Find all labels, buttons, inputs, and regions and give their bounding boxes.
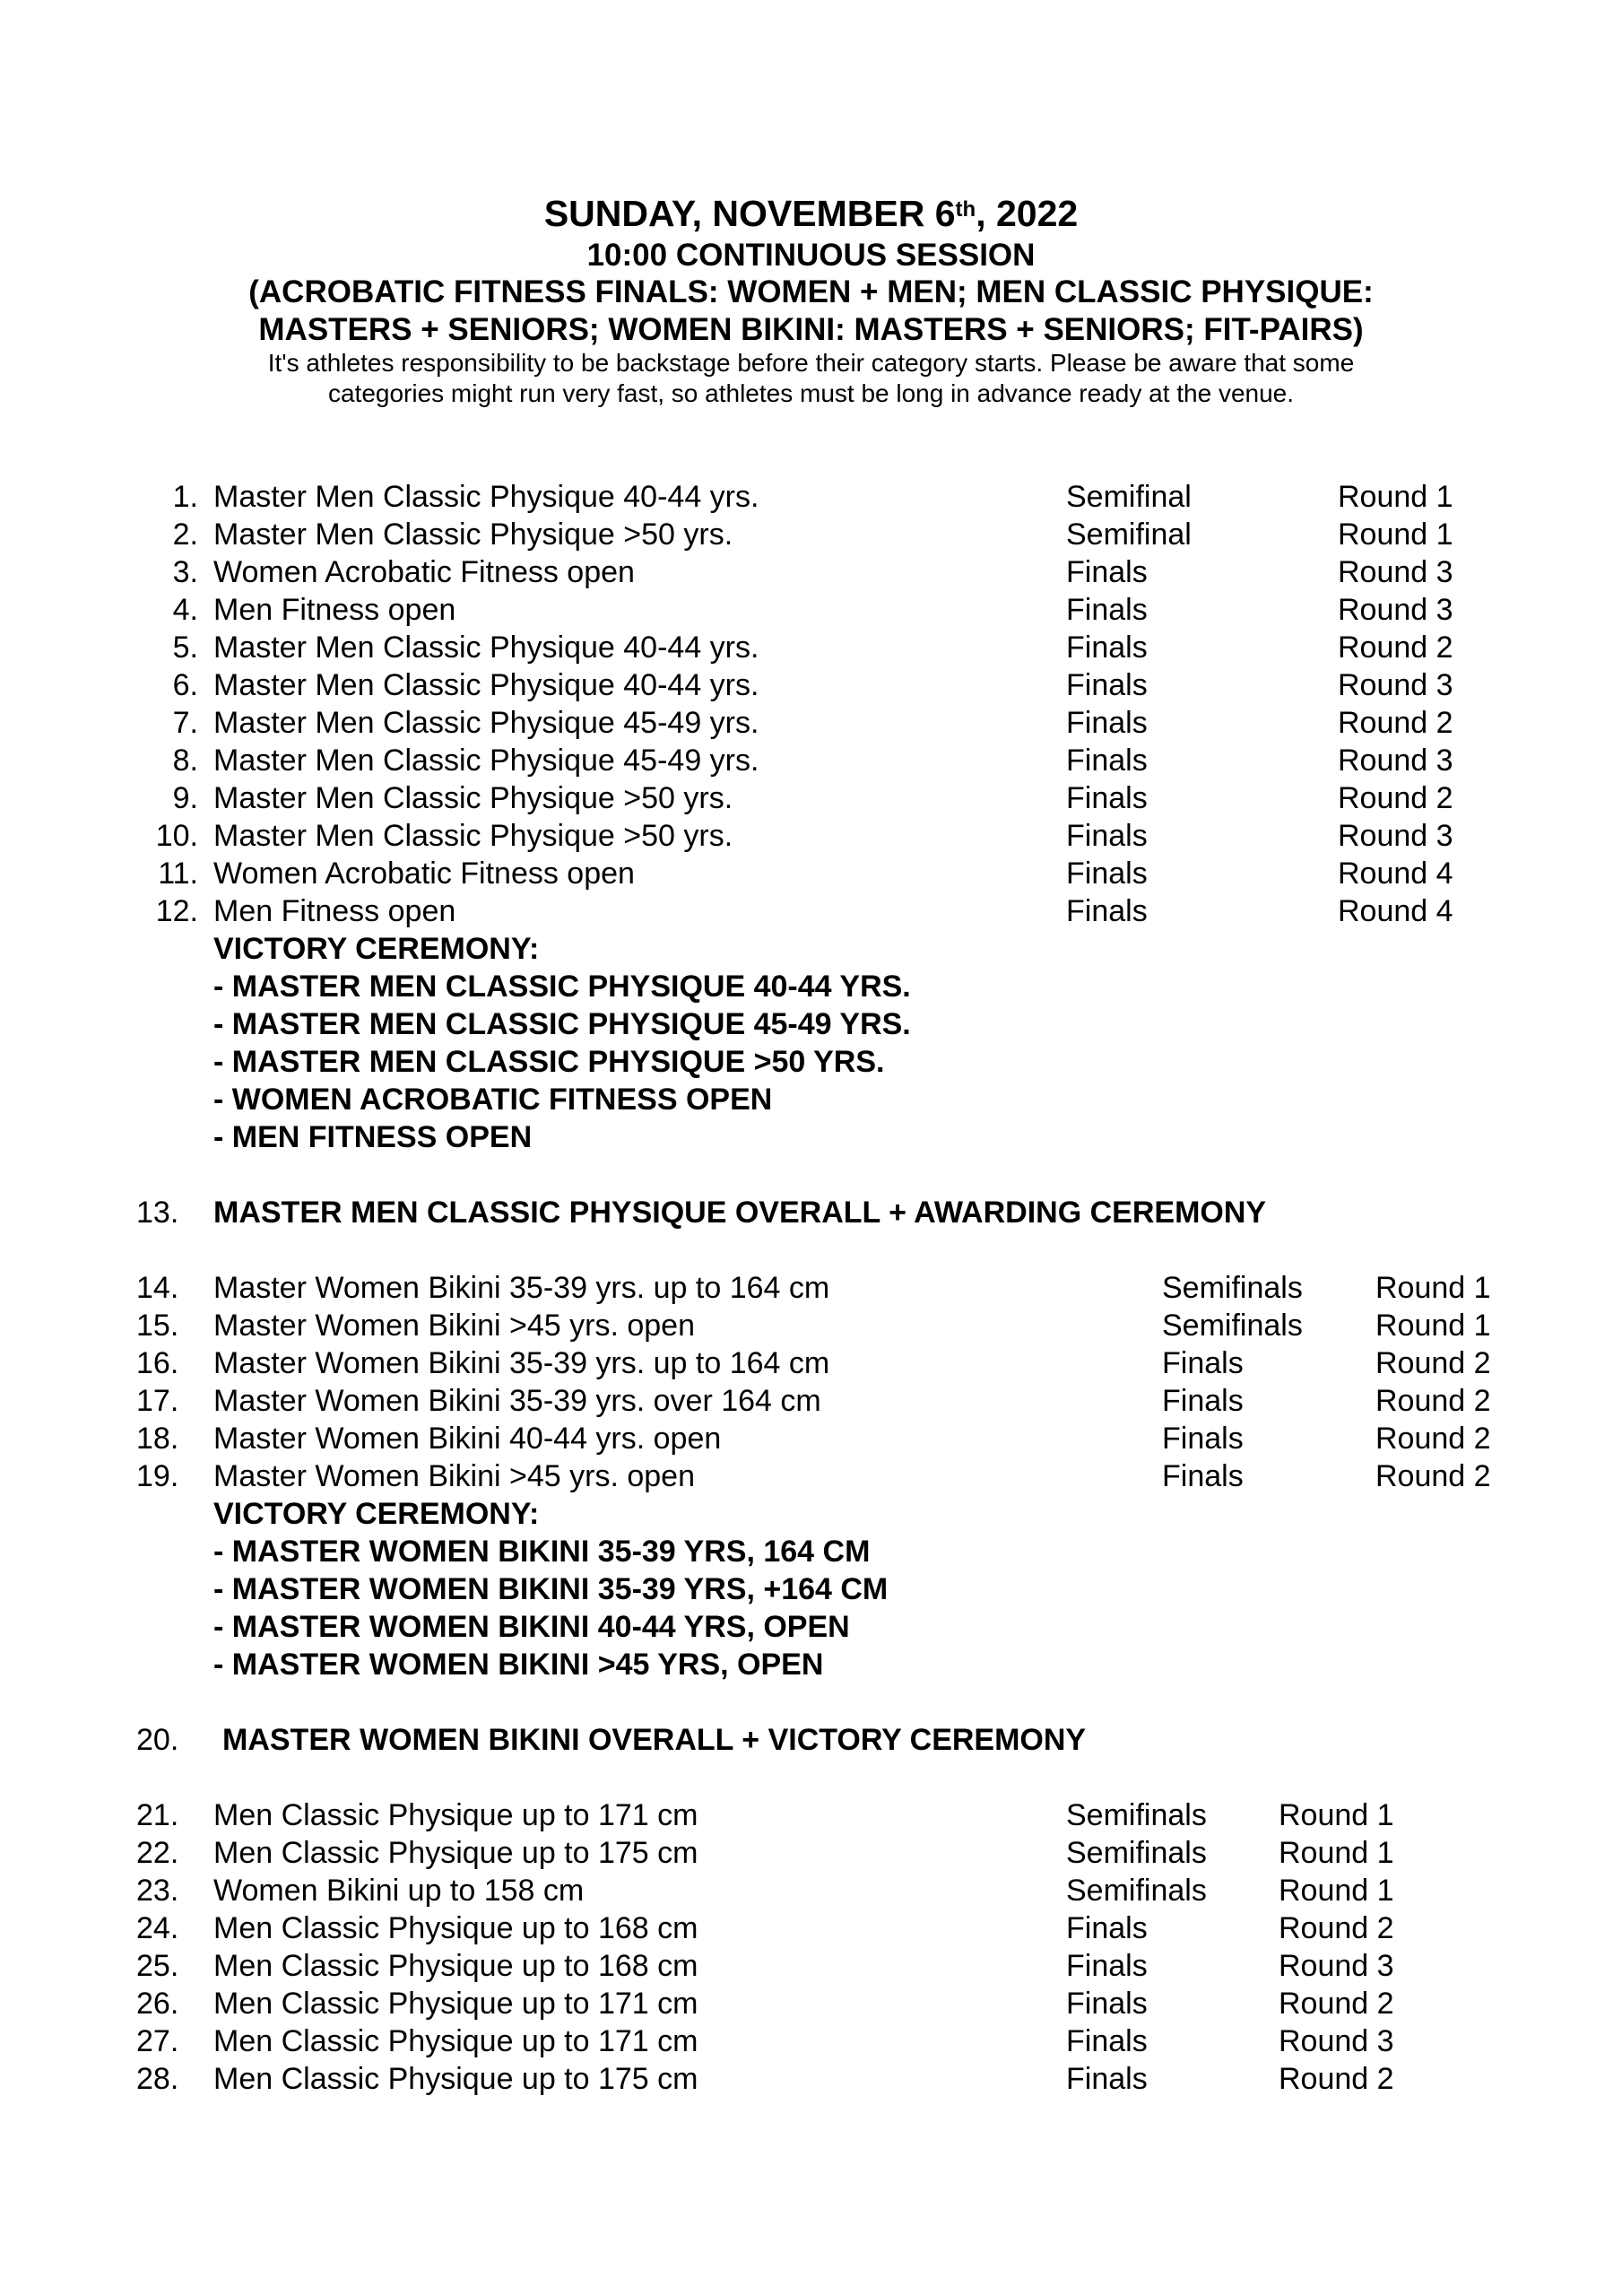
round-label: Round 3	[1338, 819, 1453, 853]
schedule-row	[0, 516, 1622, 553]
victory-ceremony-item: - MASTER MEN CLASSIC PHYSIQUE 45-49 YRS.	[213, 1007, 911, 1041]
category-title: Master Men Classic Physique 45-49 yrs.	[213, 744, 759, 778]
victory-ceremony-item: - WOMEN ACROBATIC FITNESS OPEN	[213, 1083, 773, 1117]
category-title: Master Men Classic Physique 40-44 yrs.	[213, 668, 759, 702]
stage-label: Finals	[1066, 668, 1148, 702]
schedule-row	[0, 1269, 1622, 1307]
category-title: Master Women Bikini 40-44 yrs. open	[213, 1422, 722, 1456]
stage-label: Semifinal	[1066, 517, 1192, 552]
row-number: 10.	[155, 819, 198, 853]
stage-label: Finals	[1162, 1346, 1244, 1380]
row-number: 4.	[172, 593, 198, 627]
row-number: 12.	[155, 894, 198, 928]
category-title: Master Men Classic Physique 40-44 yrs.	[213, 631, 759, 665]
category-title: Master Men Classic Physique 45-49 yrs.	[213, 706, 759, 740]
round-label: Round 2	[1279, 2062, 1394, 2096]
row-number: 2.	[172, 517, 198, 552]
category-title: Men Fitness open	[213, 894, 456, 928]
category-title: Women Bikini up to 158 cm	[213, 1874, 585, 1908]
schedule-row	[0, 1457, 1622, 1495]
round-label: Round 3	[1338, 593, 1453, 627]
category-title: Men Classic Physique up to 171 cm	[213, 2024, 698, 2058]
category-title: Master Women Bikini 35-39 yrs. over 164 cm	[213, 1384, 821, 1418]
notice-line: categories might run very fast, so athletes must be long in advance ready at the venue.	[327, 379, 1295, 407]
victory-ceremony-item: - MASTER WOMEN BIKINI >45 YRS, OPEN	[213, 1648, 824, 1682]
overall-row	[0, 1721, 1622, 1759]
session-description-line: (ACROBATIC FITNESS FINALS: WOMEN + MEN; MEN CLASSIC PHYSIQUE:	[248, 274, 1374, 309]
date-year: , 2022	[976, 193, 1079, 234]
category-title: Men Classic Physique up to 168 cm	[213, 1949, 698, 1983]
round-label: Round 2	[1279, 1987, 1394, 2021]
row-number: 1.	[172, 480, 198, 514]
schedule-row	[0, 855, 1622, 892]
stage-label: Finals	[1066, 2024, 1148, 2058]
schedule-row	[0, 1834, 1622, 1872]
round-label: Round 3	[1338, 555, 1453, 589]
row-number: 6.	[172, 668, 198, 702]
category-title: Men Classic Physique up to 175 cm	[213, 1836, 698, 1870]
row-number: 11.	[158, 857, 198, 891]
round-label: Round 2	[1375, 1346, 1491, 1380]
stage-label: Finals	[1066, 894, 1148, 928]
schedule-row	[0, 1947, 1622, 1985]
stage-label: Finals	[1066, 2062, 1148, 2096]
row-number: 5.	[172, 631, 198, 665]
row-number: 18.	[136, 1422, 179, 1456]
round-label: Round 3	[1279, 2024, 1394, 2058]
category-title: Men Classic Physique up to 175 cm	[213, 2062, 698, 2096]
stage-label: Finals	[1066, 593, 1148, 627]
schedule-row	[0, 1909, 1622, 1947]
row-number: 20.	[136, 1723, 179, 1757]
category-title: Men Fitness open	[213, 593, 456, 627]
category-title: Women Acrobatic Fitness open	[213, 555, 635, 589]
victory-ceremony-item: - MASTER WOMEN BIKINI 35-39 YRS, 164 CM	[213, 1535, 871, 1569]
row-number: 22.	[136, 1836, 179, 1870]
victory-ceremony-item: - MASTER WOMEN BIKINI 40-44 YRS, OPEN	[213, 1610, 850, 1644]
schedule-row	[0, 666, 1622, 704]
schedule-row	[0, 779, 1622, 817]
round-label: Round 2	[1338, 631, 1453, 665]
stage-label: Finals	[1066, 1949, 1148, 1983]
schedule-row	[0, 2060, 1622, 2098]
stage-label: Finals	[1066, 744, 1148, 778]
category-title: Women Acrobatic Fitness open	[213, 857, 635, 891]
stage-label: Finals	[1066, 819, 1148, 853]
round-label: Round 2	[1375, 1422, 1491, 1456]
victory-ceremony-item: - MASTER MEN CLASSIC PHYSIQUE 40-44 YRS.	[213, 970, 911, 1004]
stage-label: Finals	[1066, 781, 1148, 815]
victory-ceremony-heading: VICTORY CEREMONY:	[213, 932, 540, 966]
row-number: 19.	[136, 1459, 179, 1493]
schedule-row	[0, 629, 1622, 666]
session-description	[0, 274, 1622, 349]
athlete-notice	[0, 348, 1622, 409]
victory-ceremony-item: - MASTER WOMEN BIKINI 35-39 YRS, +164 CM	[213, 1572, 889, 1606]
category-title: Master Men Classic Physique >50 yrs.	[213, 517, 733, 552]
round-label: Round 1	[1375, 1271, 1491, 1305]
round-label: Round 2	[1338, 706, 1453, 740]
category-title: Master Women Bikini 35-39 yrs. up to 164 cm	[213, 1346, 830, 1380]
victory-ceremony-item: - MEN FITNESS OPEN	[213, 1120, 533, 1154]
category-title: Master Men Classic Physique >50 yrs.	[213, 819, 733, 853]
round-label: Round 1	[1338, 517, 1453, 552]
schedule-date-heading	[0, 190, 1622, 237]
schedule-row	[0, 1307, 1622, 1344]
stage-label: Semifinal	[1066, 480, 1192, 514]
round-label: Round 1	[1279, 1836, 1394, 1870]
row-number: 7.	[172, 706, 198, 740]
round-label: Round 2	[1375, 1459, 1491, 1493]
round-label: Round 2	[1338, 781, 1453, 815]
row-number: 14.	[136, 1271, 179, 1305]
row-number: 3.	[172, 555, 198, 589]
schedule-row	[0, 1382, 1622, 1420]
category-title: Men Classic Physique up to 171 cm	[213, 1798, 698, 1832]
category-title: Men Classic Physique up to 171 cm	[213, 1987, 698, 2021]
row-number: 8.	[172, 744, 198, 778]
stage-label: Finals	[1066, 1911, 1148, 1945]
stage-label: Finals	[1162, 1384, 1244, 1418]
overall-title: MASTER MEN CLASSIC PHYSIQUE OVERALL + AWARDING CEREMONY	[213, 1196, 1267, 1230]
schedule-row	[0, 892, 1622, 930]
category-title: Master Women Bikini 35-39 yrs. up to 164 cm	[213, 1271, 830, 1305]
category-title: Master Women Bikini >45 yrs. open	[213, 1459, 695, 1493]
session-heading: 10:00 CONTINUOUS SESSION	[586, 238, 1036, 273]
round-label: Round 2	[1279, 1911, 1394, 1945]
row-number: 25.	[136, 1949, 179, 1983]
session-description-line: MASTERS + SENIORS; WOMEN BIKINI: MASTERS + SENIORS; FIT-PAIRS)	[258, 312, 1364, 347]
stage-label: Semifinals	[1066, 1836, 1207, 1870]
category-title: Men Classic Physique up to 168 cm	[213, 1911, 698, 1945]
row-number: 23.	[136, 1874, 179, 1908]
row-number: 27.	[136, 2024, 179, 2058]
overall-title: MASTER WOMEN BIKINI OVERALL + VICTORY CEREMONY	[222, 1723, 1087, 1757]
stage-label: Finals	[1066, 706, 1148, 740]
stage-label: Finals	[1162, 1459, 1244, 1493]
stage-label: Finals	[1066, 631, 1148, 665]
schedule-row	[0, 478, 1622, 516]
stage-label: Semifinals	[1162, 1271, 1303, 1305]
victory-ceremony-heading: VICTORY CEREMONY:	[213, 1497, 540, 1531]
row-number: 28.	[136, 2062, 179, 2096]
date-text: SUNDAY, NOVEMBER 6	[543, 193, 956, 234]
round-label: Round 2	[1375, 1384, 1491, 1418]
row-number: 13.	[136, 1196, 179, 1230]
row-number: 26.	[136, 1987, 179, 2021]
round-label: Round 3	[1338, 668, 1453, 702]
round-label: Round 3	[1279, 1949, 1394, 1983]
category-title: Master Men Classic Physique 40-44 yrs.	[213, 480, 759, 514]
victory-ceremony-item: - MASTER MEN CLASSIC PHYSIQUE >50 YRS.	[213, 1045, 885, 1079]
stage-label: Finals	[1066, 1987, 1148, 2021]
schedule-row	[0, 1420, 1622, 1457]
row-number: 9.	[172, 781, 198, 815]
round-label: Round 1	[1279, 1874, 1394, 1908]
notice-line: It's athletes responsibility to be backstage before their category starts. Please be aware that some	[267, 349, 1355, 377]
round-label: Round 4	[1338, 894, 1453, 928]
category-title: Master Men Classic Physique >50 yrs.	[213, 781, 733, 815]
stage-label: Semifinals	[1066, 1798, 1207, 1832]
row-number: 15.	[136, 1309, 179, 1343]
row-number: 21.	[136, 1798, 179, 1832]
round-label: Round 1	[1338, 480, 1453, 514]
schedule-row	[0, 704, 1622, 742]
round-label: Round 3	[1338, 744, 1453, 778]
schedule-row	[0, 1344, 1622, 1382]
schedule-row	[0, 1872, 1622, 1909]
schedule-row	[0, 1985, 1622, 2022]
stage-label: Semifinals	[1066, 1874, 1207, 1908]
round-label: Round 1	[1375, 1309, 1491, 1343]
schedule-row	[0, 817, 1622, 855]
row-number: 17.	[136, 1384, 179, 1418]
schedule-row	[0, 742, 1622, 779]
stage-label: Finals	[1066, 555, 1148, 589]
date-ordinal: th	[955, 197, 976, 222]
overall-row	[0, 1194, 1622, 1231]
row-number: 24.	[136, 1911, 179, 1945]
stage-label: Semifinals	[1162, 1309, 1303, 1343]
stage-label: Finals	[1066, 857, 1148, 891]
round-label: Round 1	[1279, 1798, 1394, 1832]
row-number: 16.	[136, 1346, 179, 1380]
schedule-row	[0, 1796, 1622, 1834]
schedule-row	[0, 2022, 1622, 2060]
round-label: Round 4	[1338, 857, 1453, 891]
schedule-row	[0, 591, 1622, 629]
schedule-row	[0, 553, 1622, 591]
stage-label: Finals	[1162, 1422, 1244, 1456]
category-title: Master Women Bikini >45 yrs. open	[213, 1309, 695, 1343]
